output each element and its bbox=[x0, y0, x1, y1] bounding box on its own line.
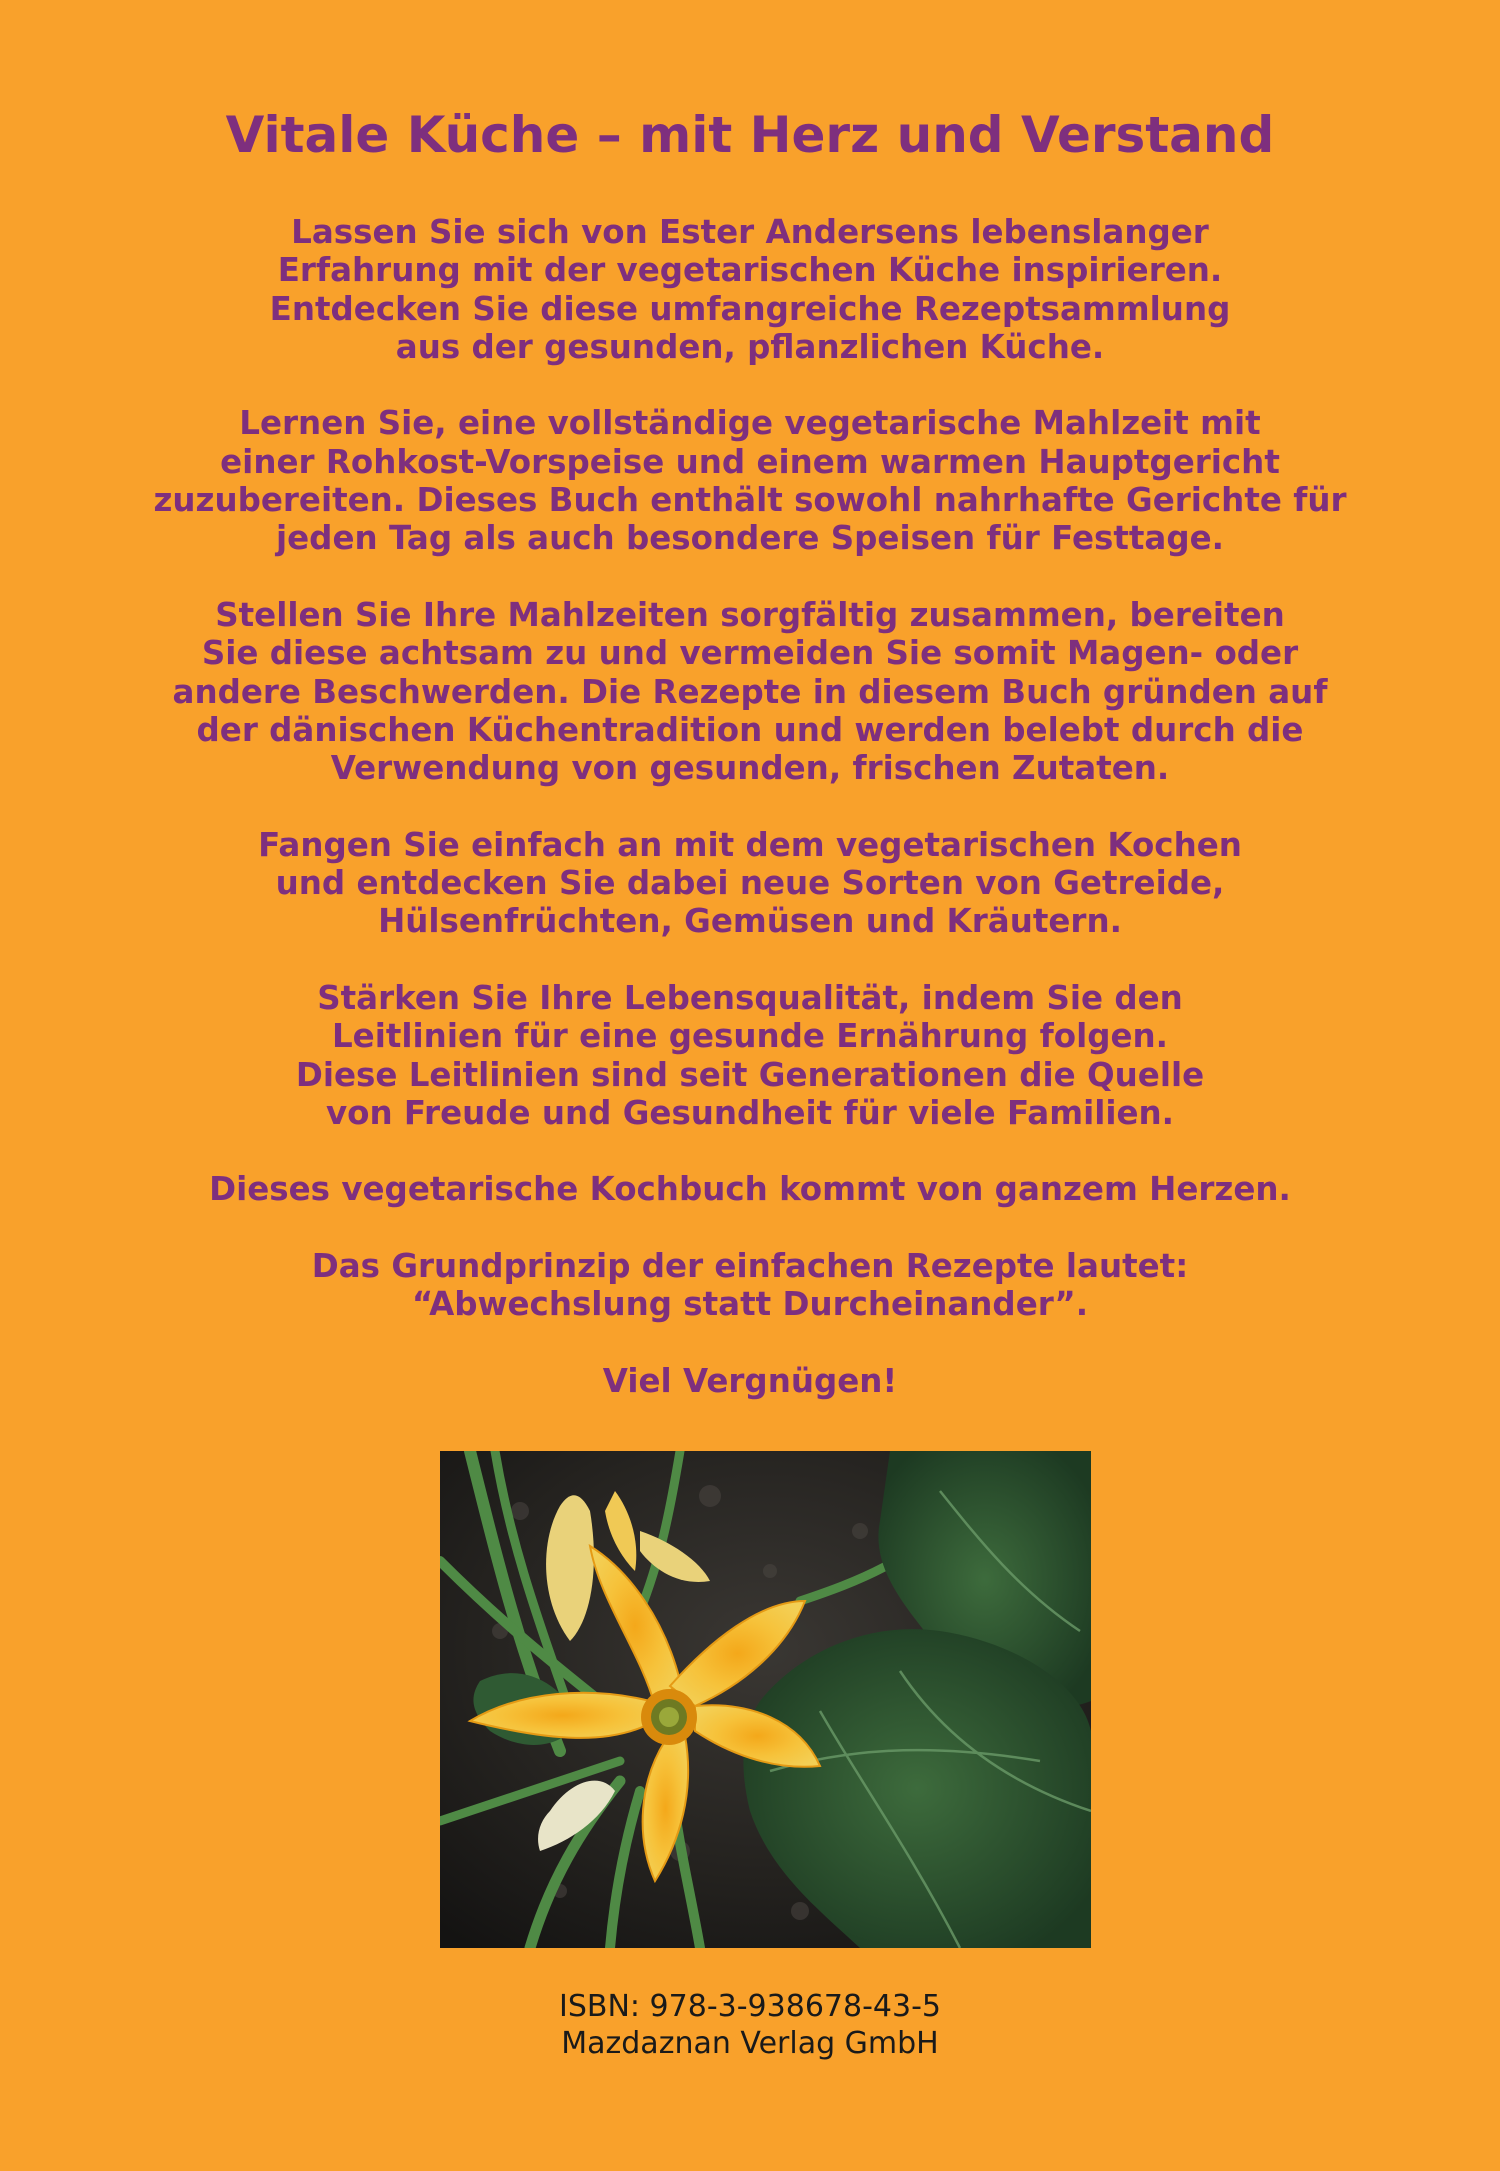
text-line: Diese Leitlinien sind seit Generationen die Quelle bbox=[295, 1055, 1205, 1094]
text-line: und entdecken Sie dabei neue Sorten von Getreide, bbox=[275, 864, 1225, 903]
paragraph-1 bbox=[50, 213, 1450, 366]
text-line: Das Grundprinzip der einfachen Rezepte lautet: bbox=[311, 1247, 1189, 1286]
text-line: Verwendung von gesunden, frischen Zutaten. bbox=[330, 749, 1170, 788]
text-line: zuzubereiten. Dieses Buch enthält sowohl nahrhafte Gerichte für bbox=[153, 481, 1347, 520]
colophon bbox=[0, 1988, 1500, 2062]
text-line: Leitlinien für eine gesunde Ernährung folgen. bbox=[331, 1017, 1169, 1056]
zucchini-flower-photo bbox=[440, 1451, 1091, 1948]
paragraph-4 bbox=[50, 826, 1450, 941]
text-line: Viel Vergnügen! bbox=[602, 1361, 898, 1400]
paragraph-7 bbox=[50, 1247, 1450, 1324]
text-line: Lernen Sie, eine vollständige vegetarische Mahlzeit mit bbox=[239, 404, 1261, 443]
blurb-text bbox=[50, 213, 1450, 1439]
text-line: Sie diese achtsam zu und vermeiden Sie somit Magen- oder bbox=[201, 634, 1299, 673]
text-line: Entdecken Sie diese umfangreiche Rezeptsammlung bbox=[269, 289, 1231, 328]
text-line: Stärken Sie Ihre Lebensqualität, indem Sie den bbox=[317, 978, 1183, 1017]
publisher-text: Mazdaznan Verlag GmbH bbox=[561, 2026, 939, 2061]
paragraph-3 bbox=[50, 596, 1450, 787]
text-line: andere Beschwerden. Die Rezepte in diesem Buch gründen auf bbox=[172, 672, 1328, 711]
paragraph-5 bbox=[50, 979, 1450, 1132]
text-line: Fangen Sie einfach an mit dem vegetarischen Kochen bbox=[258, 825, 1242, 864]
isbn-text: ISBN: 978-3-938678-43-5 bbox=[559, 1989, 941, 2024]
text-line: jeden Tag als auch besondere Speisen für Festtage. bbox=[276, 519, 1224, 558]
page-title: Vitale Küche – mit Herz und Verstand bbox=[225, 106, 1275, 164]
paragraph-2 bbox=[50, 404, 1450, 557]
text-line: Dieses vegetarische Kochbuch kommt von ganzem Herzen. bbox=[209, 1170, 1291, 1209]
paragraph-8 bbox=[50, 1362, 1450, 1400]
text-line: einer Rohkost-Vorspeise und einem warmen Hauptgericht bbox=[220, 442, 1280, 481]
text-line: “Abwechslung statt Durcheinander”. bbox=[411, 1285, 1089, 1324]
paragraph-6 bbox=[50, 1170, 1450, 1208]
text-line: der dänischen Küchentradition und werden belebt durch die bbox=[196, 710, 1304, 749]
text-line: Stellen Sie Ihre Mahlzeiten sorgfältig zusammen, bereiten bbox=[215, 595, 1285, 634]
text-line: Lassen Sie sich von Ester Andersens lebenslanger bbox=[291, 213, 1209, 251]
text-line: Hülsenfrüchten, Gemüsen und Kräutern. bbox=[378, 902, 1122, 941]
text-line: Erfahrung mit der vegetarischen Küche inspirieren. bbox=[277, 251, 1223, 290]
text-line: aus der gesunden, pflanzlichen Küche. bbox=[395, 327, 1105, 366]
text-line: von Freude und Gesundheit für viele Familien. bbox=[325, 1093, 1175, 1132]
